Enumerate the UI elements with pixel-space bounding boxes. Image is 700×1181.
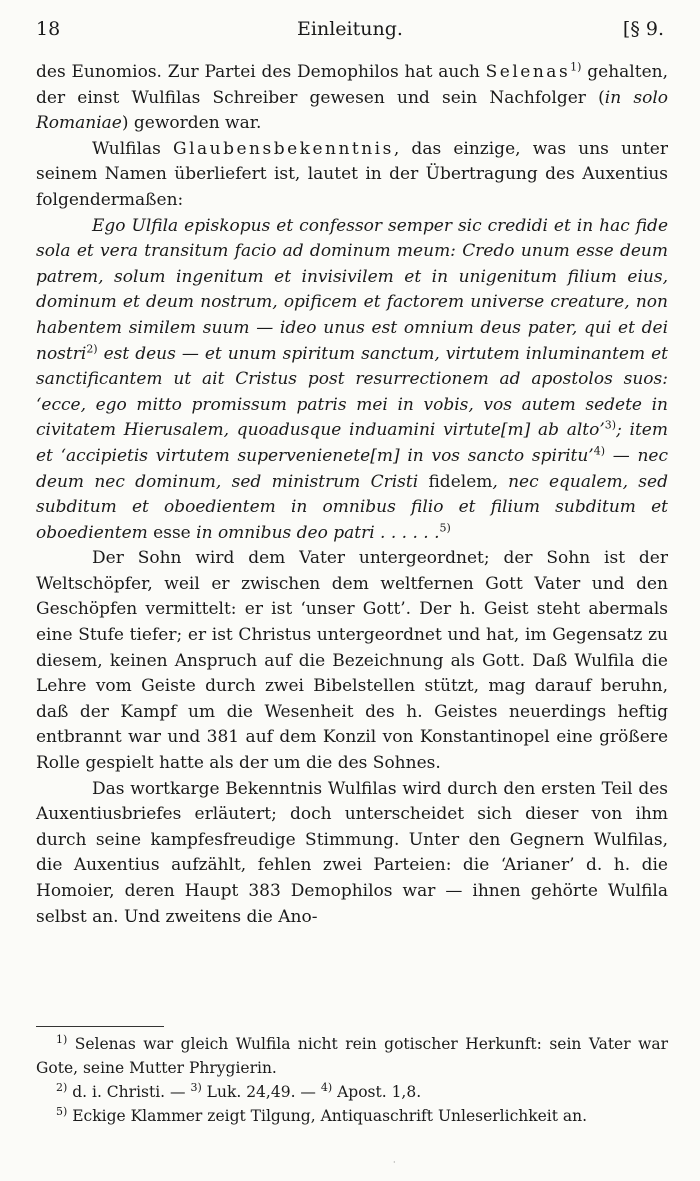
main-text — [36, 60, 668, 930]
paragraph-3: Der Sohn wird dem Vater untergeordnet; der Sohn ist der Weltschöpfer, weil er zwischen dem weltfernen Gott Vater und den Geschöpfen vermittelt: er ist ‘unser Gott’. Der h. Geist steht abermals eine Stufe tiefer; er ist Christus untergeordnet und hat, im Gegensatz zu diesem, keinen Anspruch auf die Bezeichnung als Gott. Daß Wulfila die Lehre vom Geiste durch zwei Bibelstellen stützt, mag darauf beruhn, daß der Kampf um die Wesenheit des h. Geistes neuerdings heftig entbrannt war und 381 auf dem Konzil von Konstantinopel eine größere Rolle gespielt hatte als der um die des Sohnes. — [36, 548, 668, 774]
footnote-divider — [36, 1026, 164, 1027]
running-header — [36, 18, 664, 44]
section-marker: [§ 9. — [622, 18, 664, 40]
spaced-term: Glaubensbekenntnis — [172, 138, 394, 159]
footnote-1 — [36, 1032, 668, 1080]
running-title: Einleitung. — [297, 18, 403, 40]
footnote-ref-2[interactable]: 2) — [86, 341, 98, 355]
quote-run: est deus — et unum spiritum sanctum, virtutem inluminantem et sanctificantem ut ait Cristus post resurrectionem ad apostolos suos: ‘ecce, ego mitto promissum patris mei in vobis, vos autem sedete in civitatem Hierusalem, quoadusque induamini virtute[m] ab alto’ — [36, 343, 668, 441]
quote-run: in omnibus deo patri . . . . . . — [190, 522, 440, 543]
footnote-mark: 5) — [56, 1104, 68, 1118]
footnote-2-4 — [36, 1080, 668, 1104]
quote-run: , nec equalem, sed subditum et oboedientem in omnibus filio et filium subditum et oboedientem — [36, 471, 668, 543]
footnote-ref-4[interactable]: 4) — [593, 444, 605, 458]
quote-run: Ego Ulfila episkopus et confessor semper sic credidi et in hac fide sola et vera transitum facio ad dominum meum: Credo unum esse deum patrem, solum ingenitum et invisivilem et in unigenitum filium eius, dominum et deum nostrum, opificem et factorem universe creature, non habentem similem suum — ideo unus est omnium deus pater, qui et dei nostri — [36, 215, 668, 364]
text-run: ) geworden war. — [121, 113, 262, 134]
footnote-ref-1[interactable]: 1) — [570, 60, 582, 74]
text-run: gehalten, der einst Wulfilas Schreiber gewesen und sein Nachfolger ( — [36, 62, 668, 108]
footnotes — [36, 1032, 668, 1128]
footnote-5 — [36, 1104, 668, 1128]
text-run: , das einzige, was uns unter seinem Namen überliefert ist, lautet in der Übertragung des Auxentius folgendermaßen: — [36, 138, 668, 210]
paragraph-1 — [36, 60, 668, 137]
footnote-mark: 3) — [190, 1080, 202, 1094]
roman-word: esse — [153, 522, 191, 543]
footnote-text: Eckige Klammer zeigt Tilgung, Antiquaschrift Unleserlichkeit an. — [67, 1107, 588, 1125]
footnote-mark: 2) — [56, 1080, 68, 1094]
footnote-text: d. i. Christi. — — [67, 1083, 191, 1101]
footnote-mark: 1) — [56, 1032, 68, 1046]
page-number: 18 — [36, 18, 61, 40]
footnote-ref-5[interactable]: 5) — [439, 521, 451, 535]
footnote-text: Apost. 1,8. — [332, 1083, 422, 1101]
italic-phrase: in solo Romaniae — [36, 87, 668, 134]
text-run: Wulfilas — [92, 138, 173, 159]
spaced-name: Selenas — [485, 62, 571, 82]
footnote-mark: 4) — [320, 1080, 333, 1094]
quote-run: ; item et ‘accipietis virtutem supervenienete[m] in vos sancto spiritu’ — [36, 420, 668, 466]
roman-word: fidelem — [428, 471, 493, 492]
creed-quotation — [36, 214, 668, 547]
footnote-text: Luk. 24,49. — — [201, 1083, 321, 1101]
footnote-ref-3[interactable]: 3) — [604, 418, 617, 432]
paragraph-2 — [36, 137, 668, 214]
footnote-text: Selenas war gleich Wulfila nicht rein gotischer Herkunft: sein Vater war Gote, seine Mutter Phrygierin. — [36, 1035, 668, 1077]
text-run: des Eunomios. Zur Partei des Demophilos hat auch — [36, 62, 486, 82]
paragraph-4: Das wortkarge Bekenntnis Wulfilas wird durch den ersten Teil des Auxentiusbriefes erläutert; doch unterscheidet sich dieser von ihm durch seine kampfesfreudige Stimmung. Unter den Gegnern Wulfilas, die Auxentius aufzählt, fehlen zwei Parteien: die ‘Arianer’ d. h. die Homoier, deren Haupt 383 Demophilos war — ihnen gehörte Wulfila selbst an. Und zweitens die Ano- — [36, 778, 668, 927]
quote-run: — nec deum nec dominum, sed ministrum Cristi — [36, 445, 669, 492]
stray-print-mark: · — [393, 1158, 396, 1167]
